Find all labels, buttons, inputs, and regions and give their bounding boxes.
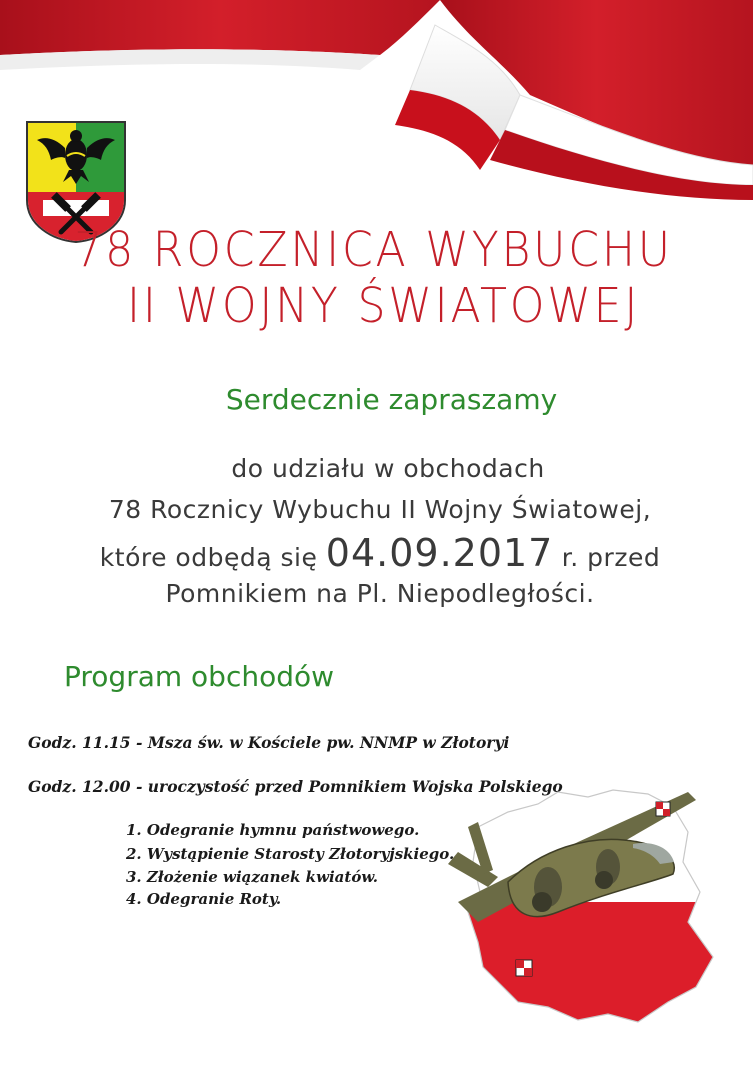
invitation-line-2: 78 Rocznicy Wybuchu II Wojny Światowej,: [108, 495, 652, 524]
schedule-entry: Godz. 12.00 - uroczystość przed Pomnikiem Wojska Polskiego: [28, 777, 563, 796]
program-item: 4. Odegranie Roty.: [126, 890, 282, 908]
title-line-1: 78 ROCZNICA WYBUCHU: [74, 222, 673, 278]
invitation-heading: Serdecznie zapraszamy: [225, 383, 558, 416]
poland-map-bomber-illustration: [438, 782, 738, 1032]
invitation-line-3-after: r. przed: [553, 543, 661, 572]
invitation-line-1: do udziału w obchodach: [231, 454, 545, 483]
program-item: 1. Odegranie hymnu państwowego.: [126, 821, 420, 839]
schedule-entry: Godz. 11.15 - Msza św. w Kościele pw. NNMP w Złotoryi: [28, 733, 510, 752]
program-heading: Program obchodów: [64, 660, 335, 693]
event-date: 04.09.2017: [325, 531, 554, 575]
program-item: 3. Złożenie wiązanek kwiatów.: [126, 868, 378, 886]
title-line-2: II WOJNY ŚWIATOWEJ: [127, 278, 641, 334]
invitation-line-3-before: które odbędą się: [99, 543, 326, 572]
program-item: 2. Wystąpienie Starosty Złotoryjskiego.: [126, 845, 455, 863]
invitation-line-4: Pomnikiem na Pl. Niepodległości.: [165, 579, 595, 608]
